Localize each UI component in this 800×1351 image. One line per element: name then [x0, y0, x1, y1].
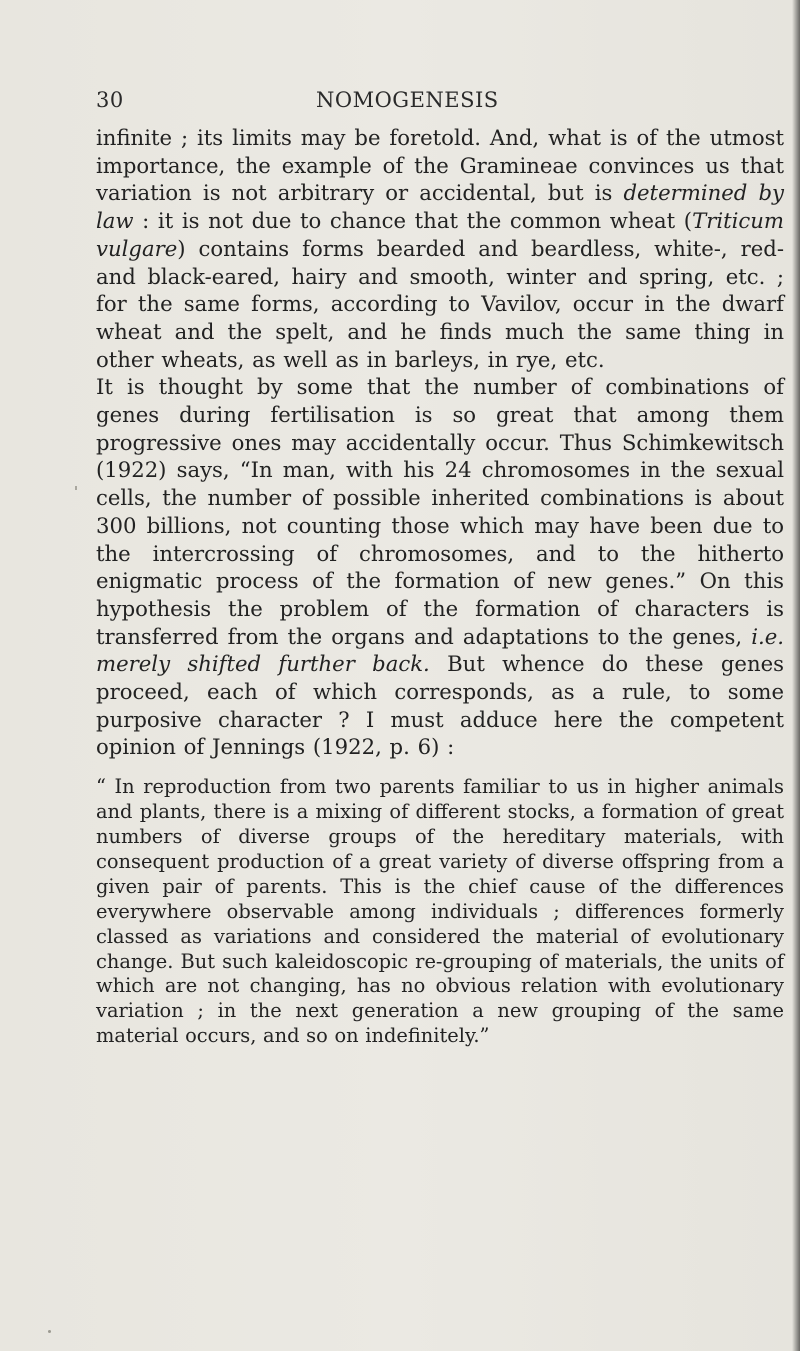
- paragraph-1-text-c: ) contains forms bearded and beardless, white-, red- and black-eared, hairy and smooth, winter and spring, etc. ; for the same forms, according to Vavilov, occur in the dwarf wheat and the spelt, and he finds much the same thing in other wheats, as well as in barleys, in rye, etc.: [96, 235, 784, 372]
- page-edge-shadow: [792, 0, 800, 1351]
- paragraph-1-emphasis-b: Triticum vulgare: [96, 208, 784, 261]
- block-quote: “ In reproduction from two parents familiar to us in higher animals and plants, there is a mixing of different stocks, a formation of great numbers of diverse groups of the hereditary materials, with consequent production of a great variety of diverse offspring from a given pair of parents. This is the chief cause of the differences everywhere observable among individuals ; differences formerly classed as variations and considered the material of evolutionary change. But such kaleidoscopic re-grouping of materials, the units of which are not changing, has no obvious relation with evolutionary variation ; in the next generation a new grouping of the same material occurs, and so on indefinitely.”: [96, 775, 784, 1048]
- page-header: [96, 88, 736, 118]
- paragraph-2-text-a: It is thought by some that the number of combinations of genes during fertilisation is so great that among them progressive ones may accidentally occur. Thus Schimkewitsch (1922) says, “In man, with his 24 chromosomes in the sexual cells, the number of possible inherited combinations is about 300 billions, not counting those which may have been due to the intercrossing of chromosomes, and to the hitherto enigmatic process of the formation of new genes.” On this hypothesis the problem of the formation of characters is transferred from the organs and adaptations to the genes,: [96, 374, 784, 649]
- paragraph-2-emphasis: i.e. merely shifted further back.: [96, 623, 784, 677]
- running-title: NOMOGENESIS: [316, 88, 499, 112]
- paragraph-1-text-a: infinite ; its limits may be foretold. And, what is of the utmost importance, the example of the Gramineae convinces us that variation is not arbitrary or accidental, but is: [96, 125, 784, 206]
- paragraph-1-emphasis-a: determined by law: [96, 180, 784, 234]
- paper-speck: [48, 1330, 51, 1333]
- paragraph-2-text-b: But whence do these genes proceed, each of which corresponds, as a rule, to some purposive character ? I must adduce here the competent opinion of Jennings (1922, p. 6) :: [96, 651, 785, 760]
- paper-speck: [75, 486, 77, 490]
- paragraph-1-text-b: : it is not due to chance that the common wheat (: [133, 208, 693, 234]
- paragraph-1: [96, 124, 784, 373]
- paragraph-2: [96, 373, 784, 761]
- page-number: 30: [96, 88, 124, 112]
- text-block: [96, 124, 784, 1049]
